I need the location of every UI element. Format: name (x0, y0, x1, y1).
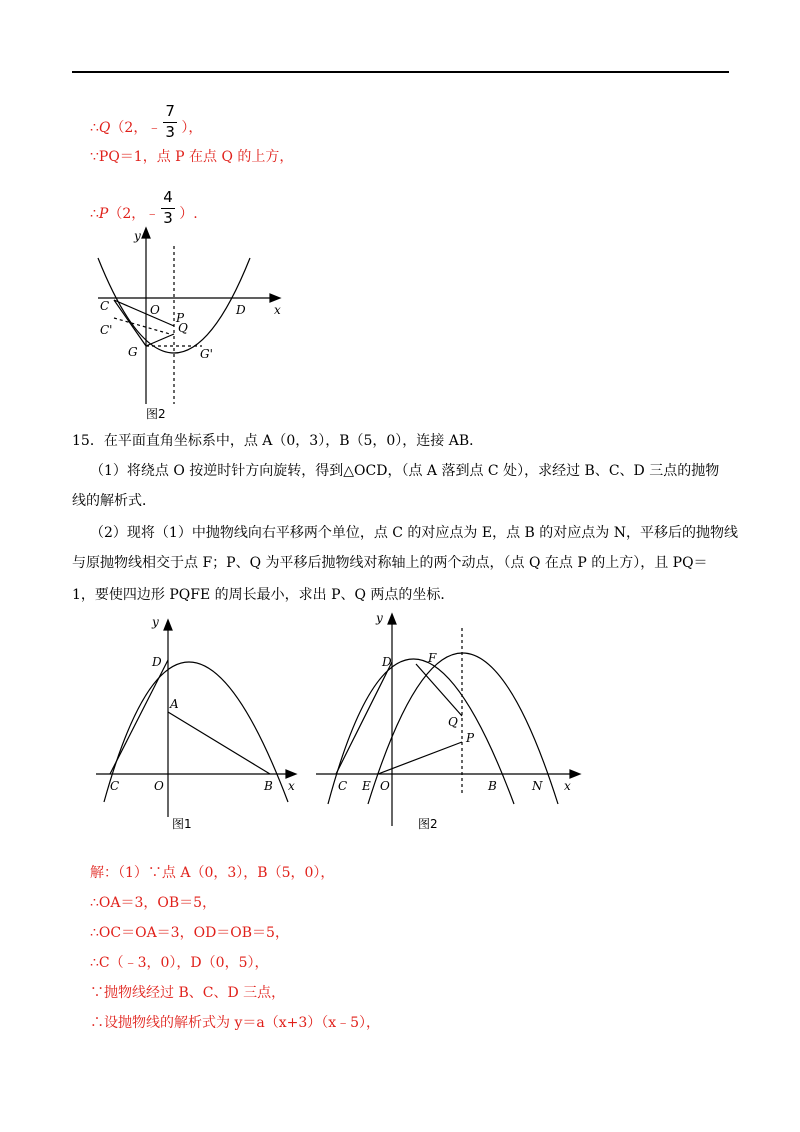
label-y: y (134, 229, 141, 243)
q-coord-open: （2，﹣ (110, 120, 162, 136)
problem-line-3: 线的解析式． (72, 493, 156, 509)
label-c: C (338, 779, 348, 793)
segment-c-d (110, 660, 168, 774)
solution-line-3: ∴OC＝OA＝3，OD＝OB＝5， (90, 925, 289, 941)
label-a: A (170, 697, 179, 711)
label-q: Q (178, 321, 188, 335)
label-d: D (236, 303, 246, 317)
problem-line-4: （2）现将（1）中抛物线向右平移两个单位，点 C 的对应点为 E，点 B 的对应点为 N，平移后的抛物线 (90, 525, 738, 541)
label-c: C (100, 299, 110, 313)
label-b: B (264, 779, 273, 793)
therefore-symbol: ∴ (90, 120, 99, 136)
problem-line-6: 1，要使四边形 PQFE 的周长最小，求出 P、Q 两点的坐标． (72, 587, 455, 603)
x-axis-arrow (570, 770, 580, 778)
parabola-original (328, 659, 514, 804)
x-axis-arrow (270, 294, 280, 302)
label-d: D (152, 655, 162, 669)
label-o: O (150, 303, 160, 317)
answer-q-line (90, 102, 203, 148)
label-c-prime: C' (100, 323, 113, 337)
solution-line-4: ∴C（﹣3，0），D（0，5）， (90, 955, 269, 971)
p-coord-open: （2，﹣ (108, 206, 160, 222)
y-axis-arrow (142, 228, 150, 238)
label-o: O (154, 779, 164, 793)
solution-line-6: ∴设抛物线的解析式为 y＝a（x+3）（x﹣5）， (90, 1015, 381, 1031)
segment-e-p (378, 742, 462, 774)
fraction-denominator: 3 (163, 209, 173, 227)
header-rule (72, 71, 729, 73)
answer-pq-line: ∵PQ＝1，点 P 在点 Q 的上方， (90, 149, 294, 165)
fraction-denominator: 3 (165, 123, 175, 141)
label-p: P (176, 311, 185, 325)
label-c: C (110, 779, 120, 793)
label-e: E (362, 779, 371, 793)
label-b: B (488, 779, 497, 793)
solution-line-5: ∵抛物线经过 B、C、D 三点， (90, 985, 286, 1001)
label-d: D (382, 655, 392, 669)
fraction-numerator: 4 (163, 188, 173, 206)
label-p: P (466, 731, 475, 745)
problem-line-2: （1）将绕点 O 按逆时针方向旋转，得到△OCD，（点 A 落到点 C 处），求经过 B、C、D 三点的抛物 (90, 463, 720, 479)
label-x: x (274, 303, 281, 317)
segment-a-b (168, 712, 270, 774)
figure-caption: 图2 (418, 817, 438, 831)
point-p-label: P (98, 206, 109, 222)
fraction-7-3 (163, 102, 179, 142)
label-x: x (288, 779, 295, 793)
figure-1-graph (96, 612, 306, 832)
figure-caption: 图2 (146, 407, 166, 421)
fraction-numerator: 7 (165, 102, 175, 120)
label-g-prime: G' (200, 347, 213, 361)
label-g: G (128, 345, 138, 359)
parabola-shifted (368, 653, 558, 804)
figure-2-graph (316, 606, 586, 832)
problem-line-1: 15．在平面直角坐标系中，点 A（0，3），B（5，0），连接 AB． (72, 433, 484, 449)
label-q: Q (448, 715, 458, 729)
therefore-symbol: ∴ (90, 206, 99, 222)
label-o: O (380, 779, 390, 793)
label-y: y (152, 615, 159, 629)
y-axis-arrow (164, 620, 172, 630)
segment-g-q (146, 334, 174, 346)
figure-caption: 图1 (172, 817, 192, 831)
solution-line-1: 解：（1）∵点 A（0，3），B（5，0）， (90, 865, 335, 881)
label-n: N (532, 779, 543, 793)
solution-line-2: ∴OA＝3，OB＝5， (90, 895, 217, 911)
p-coord-close: ）. (179, 206, 198, 222)
y-axis-arrow (388, 614, 396, 624)
segment-f-q (416, 664, 462, 716)
problem-line-5: 与原抛物线相交于点 F；P、Q 为平移后抛物线对称轴上的两个动点，（点 Q 在点 P 的上方），且 PQ＝ (72, 555, 708, 571)
label-y: y (376, 611, 383, 625)
q-coord-close: ）， (181, 120, 203, 136)
label-f: F (428, 651, 437, 665)
label-x: x (564, 779, 571, 793)
point-q-label: Q (98, 120, 111, 136)
figure-top-graph (90, 222, 290, 422)
x-axis-arrow (286, 770, 296, 778)
